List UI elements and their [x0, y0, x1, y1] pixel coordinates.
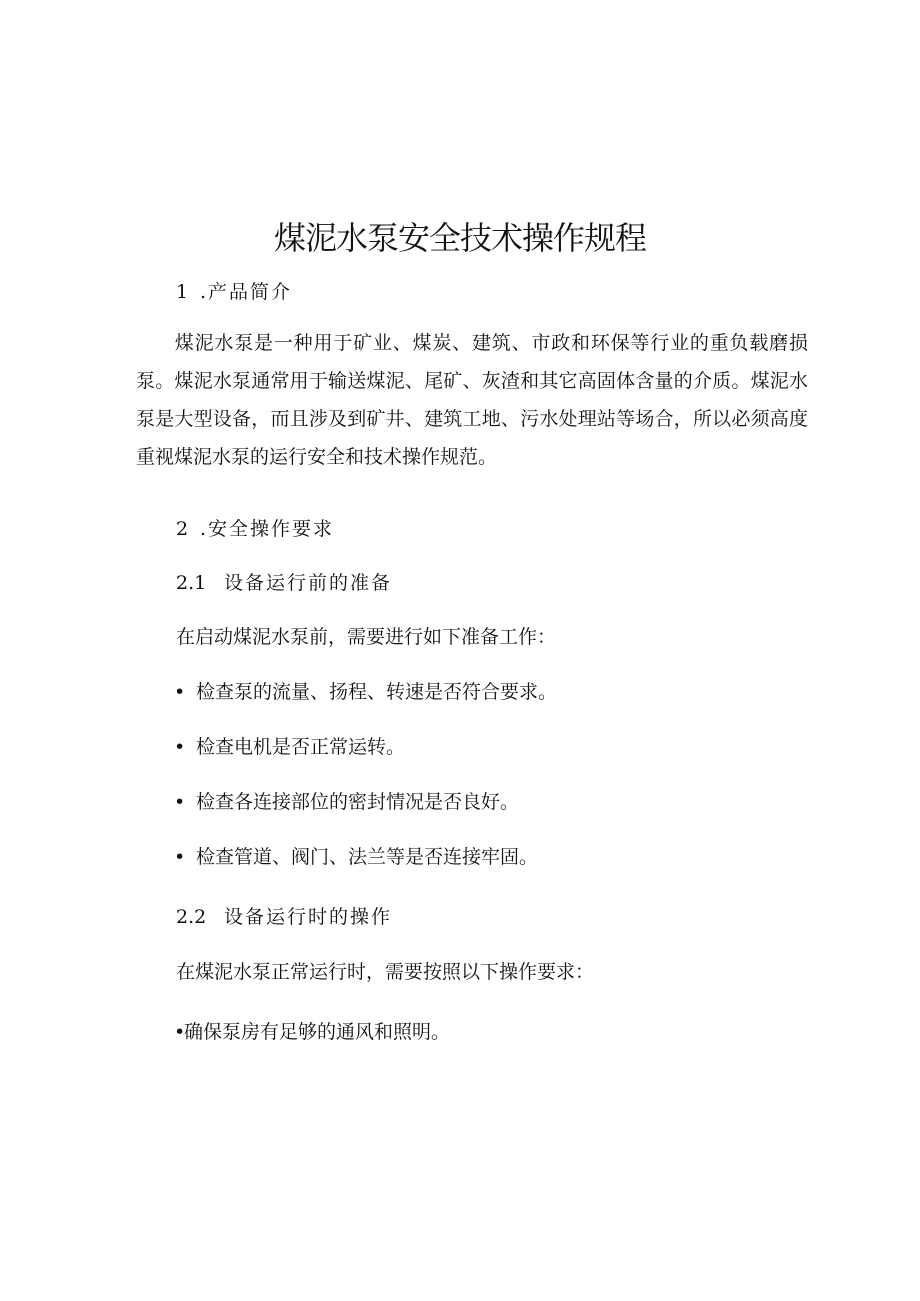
- preparation-intro: 在启动煤泥水泵前，需要进行如下准备工作：: [176, 626, 557, 648]
- bullet-icon: •: [174, 1021, 186, 1043]
- section-title: .安全操作要求: [200, 518, 335, 540]
- list-item-text: 确保泵房有足够的通风和照明。: [184, 1021, 451, 1043]
- list-item: [174, 734, 405, 760]
- subsection-title: 设备运行时的操作: [224, 906, 393, 928]
- list-item: [174, 844, 538, 870]
- list-item: [174, 679, 557, 705]
- subsection-heading-operation: [176, 904, 392, 930]
- section-number: 2: [176, 518, 191, 540]
- bullet-icon: •: [174, 681, 186, 703]
- bullet-icon: •: [174, 846, 186, 868]
- subsection-title: 设备运行前的准备: [224, 572, 393, 594]
- bullet-icon: •: [174, 791, 186, 813]
- intro-paragraph-text: 煤泥水泵是一种用于矿业、煤炭、建筑、市政和环保等行业的重负载磨损泵。煤泥水泵通常用于输送煤泥、尾矿、灰渣和其它高固体含量的介质。煤泥水泵是大型设备，而且涉及到矿井、建筑工地、污水处理站等场合，所以必须高度重视煤泥水泵的运行安全和技术操作规范。: [136, 332, 808, 468]
- list-item-text: 检查泵的流量、扬程、转速是否符合要求。: [196, 681, 558, 703]
- subsection-number: 2.2: [176, 906, 207, 928]
- list-item-text: 检查电机是否正常运转。: [196, 736, 406, 758]
- list-item-text: 检查管道、阀门、法兰等是否连接牢固。: [196, 846, 539, 868]
- document-title: 煤泥水泵安全技术操作规程: [273, 219, 646, 257]
- list-item: [174, 1019, 450, 1045]
- section-number: 1: [176, 281, 191, 303]
- section-heading-product-intro: [176, 279, 292, 305]
- subsection-heading-preparation: [176, 570, 392, 596]
- section-title: .产品简介: [200, 281, 293, 303]
- section-heading-safety-requirements: [176, 516, 334, 542]
- list-item: [174, 789, 519, 815]
- bullet-icon: •: [174, 736, 186, 758]
- operation-intro: 在煤泥水泵正常运行时，需要按照以下操作要求：: [176, 961, 595, 983]
- intro-paragraph: [136, 324, 808, 476]
- subsection-number: 2.1: [176, 572, 207, 594]
- list-item-text: 检查各连接部位的密封情况是否良好。: [196, 791, 520, 813]
